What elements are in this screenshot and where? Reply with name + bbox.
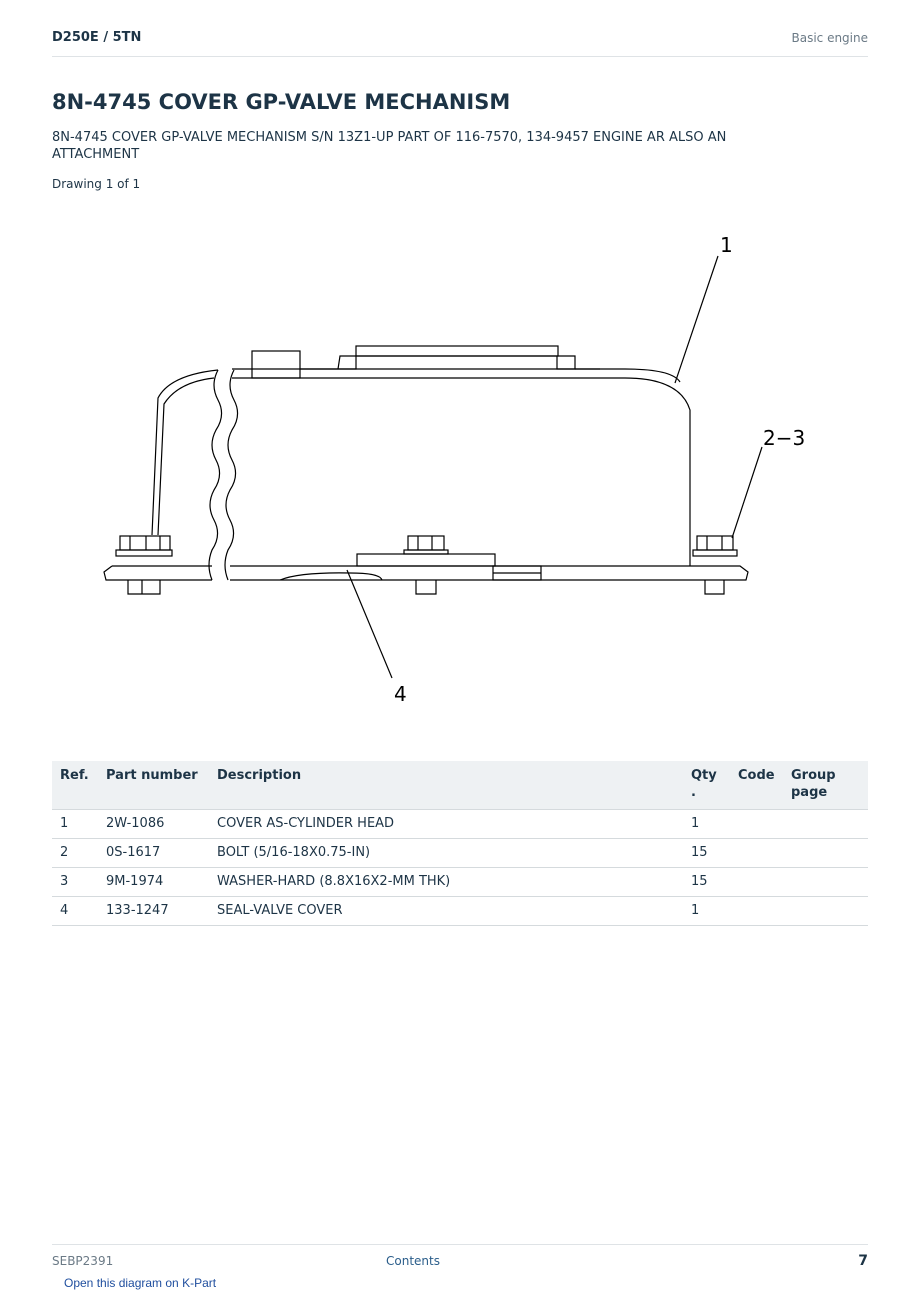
- cell-code: [730, 839, 783, 868]
- page-header: [52, 28, 868, 57]
- cell-part-number: 133-1247: [98, 897, 209, 926]
- cell-ref: 2: [52, 839, 98, 868]
- bolt-center: [408, 536, 444, 550]
- cover-top-plate: [356, 346, 558, 356]
- table-row: [52, 839, 868, 868]
- page-subtitle: 8N-4745 COVER GP-VALVE MECHANISM S/N 13Z1-UP PART OF 116-7570, 134-9457 ENGINE AR ALSO AN ATTACHMENT: [52, 130, 727, 162]
- page-footer: [52, 1244, 868, 1275]
- cover-top-step: [338, 356, 575, 369]
- leader-line-1: [675, 256, 718, 383]
- cell-qty: 1: [683, 897, 730, 926]
- parts-diagram: [52, 215, 868, 715]
- cover-center-plate: [357, 554, 495, 566]
- drawing-count: Drawing 1 of 1: [52, 177, 141, 191]
- cell-group-page: [783, 839, 868, 868]
- cell-ref: 1: [52, 810, 98, 839]
- cell-qty: 1: [683, 810, 730, 839]
- leader-line-4: [347, 570, 392, 678]
- page-number: 7: [858, 1253, 868, 1269]
- section-label: Basic engine: [791, 31, 868, 45]
- callout-1: 1: [720, 233, 733, 257]
- cell-ref: 3: [52, 868, 98, 897]
- cell-description: WASHER-HARD (8.8X16X2-MM THK): [209, 868, 683, 897]
- cell-code: [730, 868, 783, 897]
- table-row: [52, 810, 868, 839]
- base-flange: [104, 566, 212, 580]
- col-group-line2: page: [791, 785, 828, 800]
- col-code: Code: [730, 761, 783, 810]
- page-title: 8N-4745 COVER GP-VALVE MECHANISM: [52, 90, 511, 114]
- col-ref: Ref.: [52, 761, 98, 810]
- callout-4: 4: [394, 682, 407, 706]
- cell-group-page: [783, 868, 868, 897]
- cell-part-number: 2W-1086: [98, 810, 209, 839]
- callout-2-3: 2−3: [763, 426, 806, 450]
- open-kpart-link[interactable]: Open this diagram on K-Part: [64, 1276, 217, 1290]
- cell-qty: 15: [683, 839, 730, 868]
- col-group-line1: Group: [791, 768, 836, 783]
- document-code: SEBP2391: [52, 1254, 114, 1268]
- cell-description: BOLT (5/16-18X0.75-IN): [209, 839, 683, 868]
- cell-part-number: 9M-1974: [98, 868, 209, 897]
- table-row: [52, 868, 868, 897]
- col-qty-line1: Qty: [691, 768, 717, 783]
- col-group-page: [783, 761, 868, 810]
- cell-code: [730, 897, 783, 926]
- seal-groove: [280, 573, 382, 580]
- table-header-row: [52, 761, 868, 810]
- leader-line-2-3: [732, 447, 762, 538]
- parts-table: [52, 761, 868, 926]
- col-qty: [683, 761, 730, 810]
- cover-body: [232, 378, 690, 566]
- col-qty-line2: .: [691, 785, 696, 800]
- contents-link[interactable]: Contents: [386, 1254, 440, 1268]
- cell-description: COVER AS-CYLINDER HEAD: [209, 810, 683, 839]
- bolt-right: [697, 536, 733, 550]
- cell-qty: 15: [683, 868, 730, 897]
- break-line-right: [225, 370, 238, 580]
- cell-description: SEAL-VALVE COVER: [209, 897, 683, 926]
- cell-ref: 4: [52, 897, 98, 926]
- cell-group-page: [783, 897, 868, 926]
- cell-group-page: [783, 810, 868, 839]
- break-line-left: [209, 370, 222, 580]
- model-label: D250E / 5TN: [52, 30, 142, 45]
- col-part-number: Part number: [98, 761, 209, 810]
- col-description: Description: [209, 761, 683, 810]
- cell-code: [730, 810, 783, 839]
- table-row: [52, 897, 868, 926]
- bolt-left: [120, 536, 170, 550]
- cell-part-number: 0S-1617: [98, 839, 209, 868]
- cover-tab: [252, 351, 300, 378]
